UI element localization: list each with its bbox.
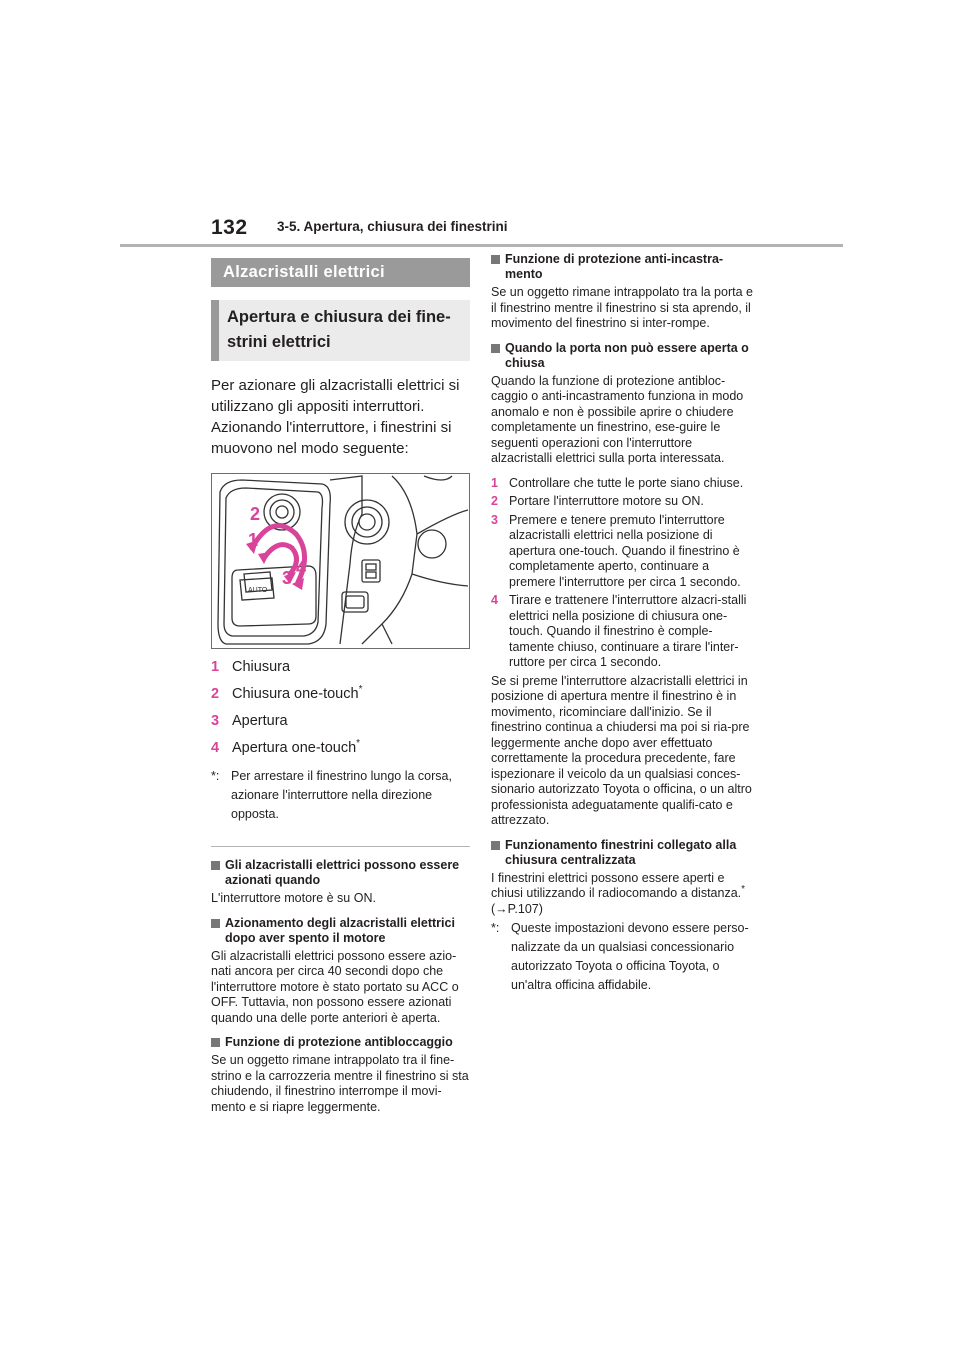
note-title [211,1035,470,1050]
procedure-step [491,494,756,510]
note-text: Se si preme l'interruttore alzacristalli elettrici in posizione di apertura mentre il finestrino è in movimento, ricominciare dall'inizio. Se il finestrino continua a chiudersi ma poi si ria-pre leggermente anche dopo aver effettuato correttamente la procedura precedente, fare ispezionare il veicolo da un qualsiasi conces-sionario autorizzato Toyota o officina, o un altro professionista adeguatamente qualifi-cato e attrezzato. [491,673,752,827]
note-block [211,916,470,1027]
step-text: Portare l'interruttore motore su ON. [509,494,704,508]
procedure-step [491,593,756,671]
page-number: 132 [211,216,248,239]
footnote-star: * [356,738,361,750]
figure-label-3: 3 [282,568,293,588]
step-number: 2 [491,494,498,508]
footnote-text: Per arrestare il finestrino lungo la corsa, azionare l'interruttore nella direzione opposta. [231,769,452,821]
step-text: Controllare che tutte le porte siano chiuse. [509,475,744,490]
window-switch-illustration [211,473,470,649]
legend-number: 3 [211,713,220,729]
note-title [491,838,756,868]
legend-item [211,740,470,757]
step-text: Premere e tenere premuto l'interruttore alzacristalli elettrici nella posizione di apertura one-touch. Quando il finestrino è completamente aperto, continuare a premere l'interruttore per circa 1 secondo. [509,512,741,589]
step-number: 3 [491,512,498,527]
note-block [211,1035,470,1115]
step-number: 1 [491,475,498,490]
legend-label: Chiusura [232,659,291,675]
note-title-text: Quando la porta non può essere aperta o chiusa [505,340,749,370]
figure-label-1: 1 [248,530,259,550]
figure-label-2: 2 [250,504,261,524]
legend-number: 4 [211,740,220,756]
step-number: 4 [491,593,498,607]
legend-item [211,659,470,676]
note-block [491,252,756,332]
note-title-text: Azionamento degli alzacristalli elettrici dopo aver spento il motore [225,915,455,945]
footnote-star: * [358,684,363,696]
note-block [491,341,756,829]
note-title-text: Funzione di protezione anti-incastra-mento [505,252,724,281]
note-title [491,341,756,371]
step-text: Tirare e trattenere l'interruttore alzacri-stalli elettrici nella posizione di chiusura one-touch. Quando il finestrino è comple-tamente chiuso, continuare a tirare l'inter-ruttore per circa 1 secondo. [509,593,747,669]
legend-number: 1 [211,659,220,675]
footnote [491,919,756,995]
square-bullet-icon [211,861,220,870]
note-title [211,916,470,946]
procedure-step [491,476,756,492]
switch-drawing [212,474,469,648]
note-title-text: Gli alzacristalli elettrici possono essere azionati quando [225,858,460,887]
footnote-text: Queste impostazioni devono essere perso-nalizzate da un qualsiasi concessionario autorizzato Toyota o officina Toyota, o un'altra officina affidabile. [511,921,749,992]
square-bullet-icon [491,255,500,264]
page-header [0,0,960,250]
note-text [491,871,756,918]
note-block [491,838,756,918]
note-text-body: I finestrini elettrici possono essere aperti e chiusi utilizzando il radiocomando a distanza. [491,870,742,900]
legend-label: Chiusura one-touch [232,686,359,702]
note-text: Quando la funzione di protezione antibloc-caggio o anti-incastramento funziona in modo anomalo e non è possibile aprire o chiudere completamente un finestrino, ese-guire le seguenti operazioni con l'interruttore alzacristalli elettrici sulla porta interessata. [491,373,744,465]
note-text: L'interruttore motore è su ON. [211,891,376,905]
square-bullet-icon [211,919,220,928]
procedure-step [491,513,756,591]
legend-label: Apertura [232,713,288,729]
footnote [211,767,470,824]
note-text: Gli alzacristalli elettrici possono essere azio-nati ancora per circa 40 secondi dopo che l'interruttore motore è stato portato su ACC o OFF. Tuttavia, non possono essere azionati quando una delle porte anteriori è aperta. [211,948,459,1025]
square-bullet-icon [491,344,500,353]
left-column [211,258,470,1124]
section-title: 3-5. Apertura, chiusura dei finestrini [277,219,508,234]
footnote-mark: *: [491,921,500,935]
header-rule [120,244,843,247]
intro-paragraph: Per azionare gli alzacristalli elettrici si utilizzano gli appositi interruttori. Azionando l'interruttore, i finestrini si muovono nel modo seguente: [211,377,460,457]
right-column [491,252,756,995]
square-bullet-icon [491,841,500,850]
page-reference-link[interactable]: (→P.107) [491,901,543,916]
note-title [211,858,470,888]
subsection-title: Apertura e chiusura dei fine-strini elettrici [211,300,470,361]
legend-label: Apertura one-touch [232,740,357,756]
legend-item [211,686,470,703]
note-title-text: Funzionamento finestrini collegato alla chiusura centralizzata [505,837,737,867]
square-bullet-icon [211,1038,220,1047]
section-divider [211,846,470,847]
figure-legend [211,659,470,757]
note-text: Se un oggetto rimane intrappolato tra la porta e il finestrino mentre il finestrino si sta aprendo, il movimento del finestrino si inter-rompe. [491,285,753,330]
note-block [211,858,470,907]
note-text: Se un oggetto rimane intrappolato tra il fine-strino e la carrozzeria mentre il finestrino si sta chiudendo, il finestrino interrompe il movi-mento e si riapre leggermente. [211,1053,469,1114]
footnote-mark: *: [211,769,220,783]
legend-number: 2 [211,686,220,702]
figure-label-4: 4 [296,558,307,578]
chapter-band-title: Alzacristalli elettrici [211,258,470,287]
legend-item [211,713,470,730]
note-title [491,252,756,282]
switch-auto-text: AUTO [248,587,268,594]
note-title-text: Funzione di protezione antibloccaggio [225,1035,453,1049]
footnote-star: * [741,883,746,895]
